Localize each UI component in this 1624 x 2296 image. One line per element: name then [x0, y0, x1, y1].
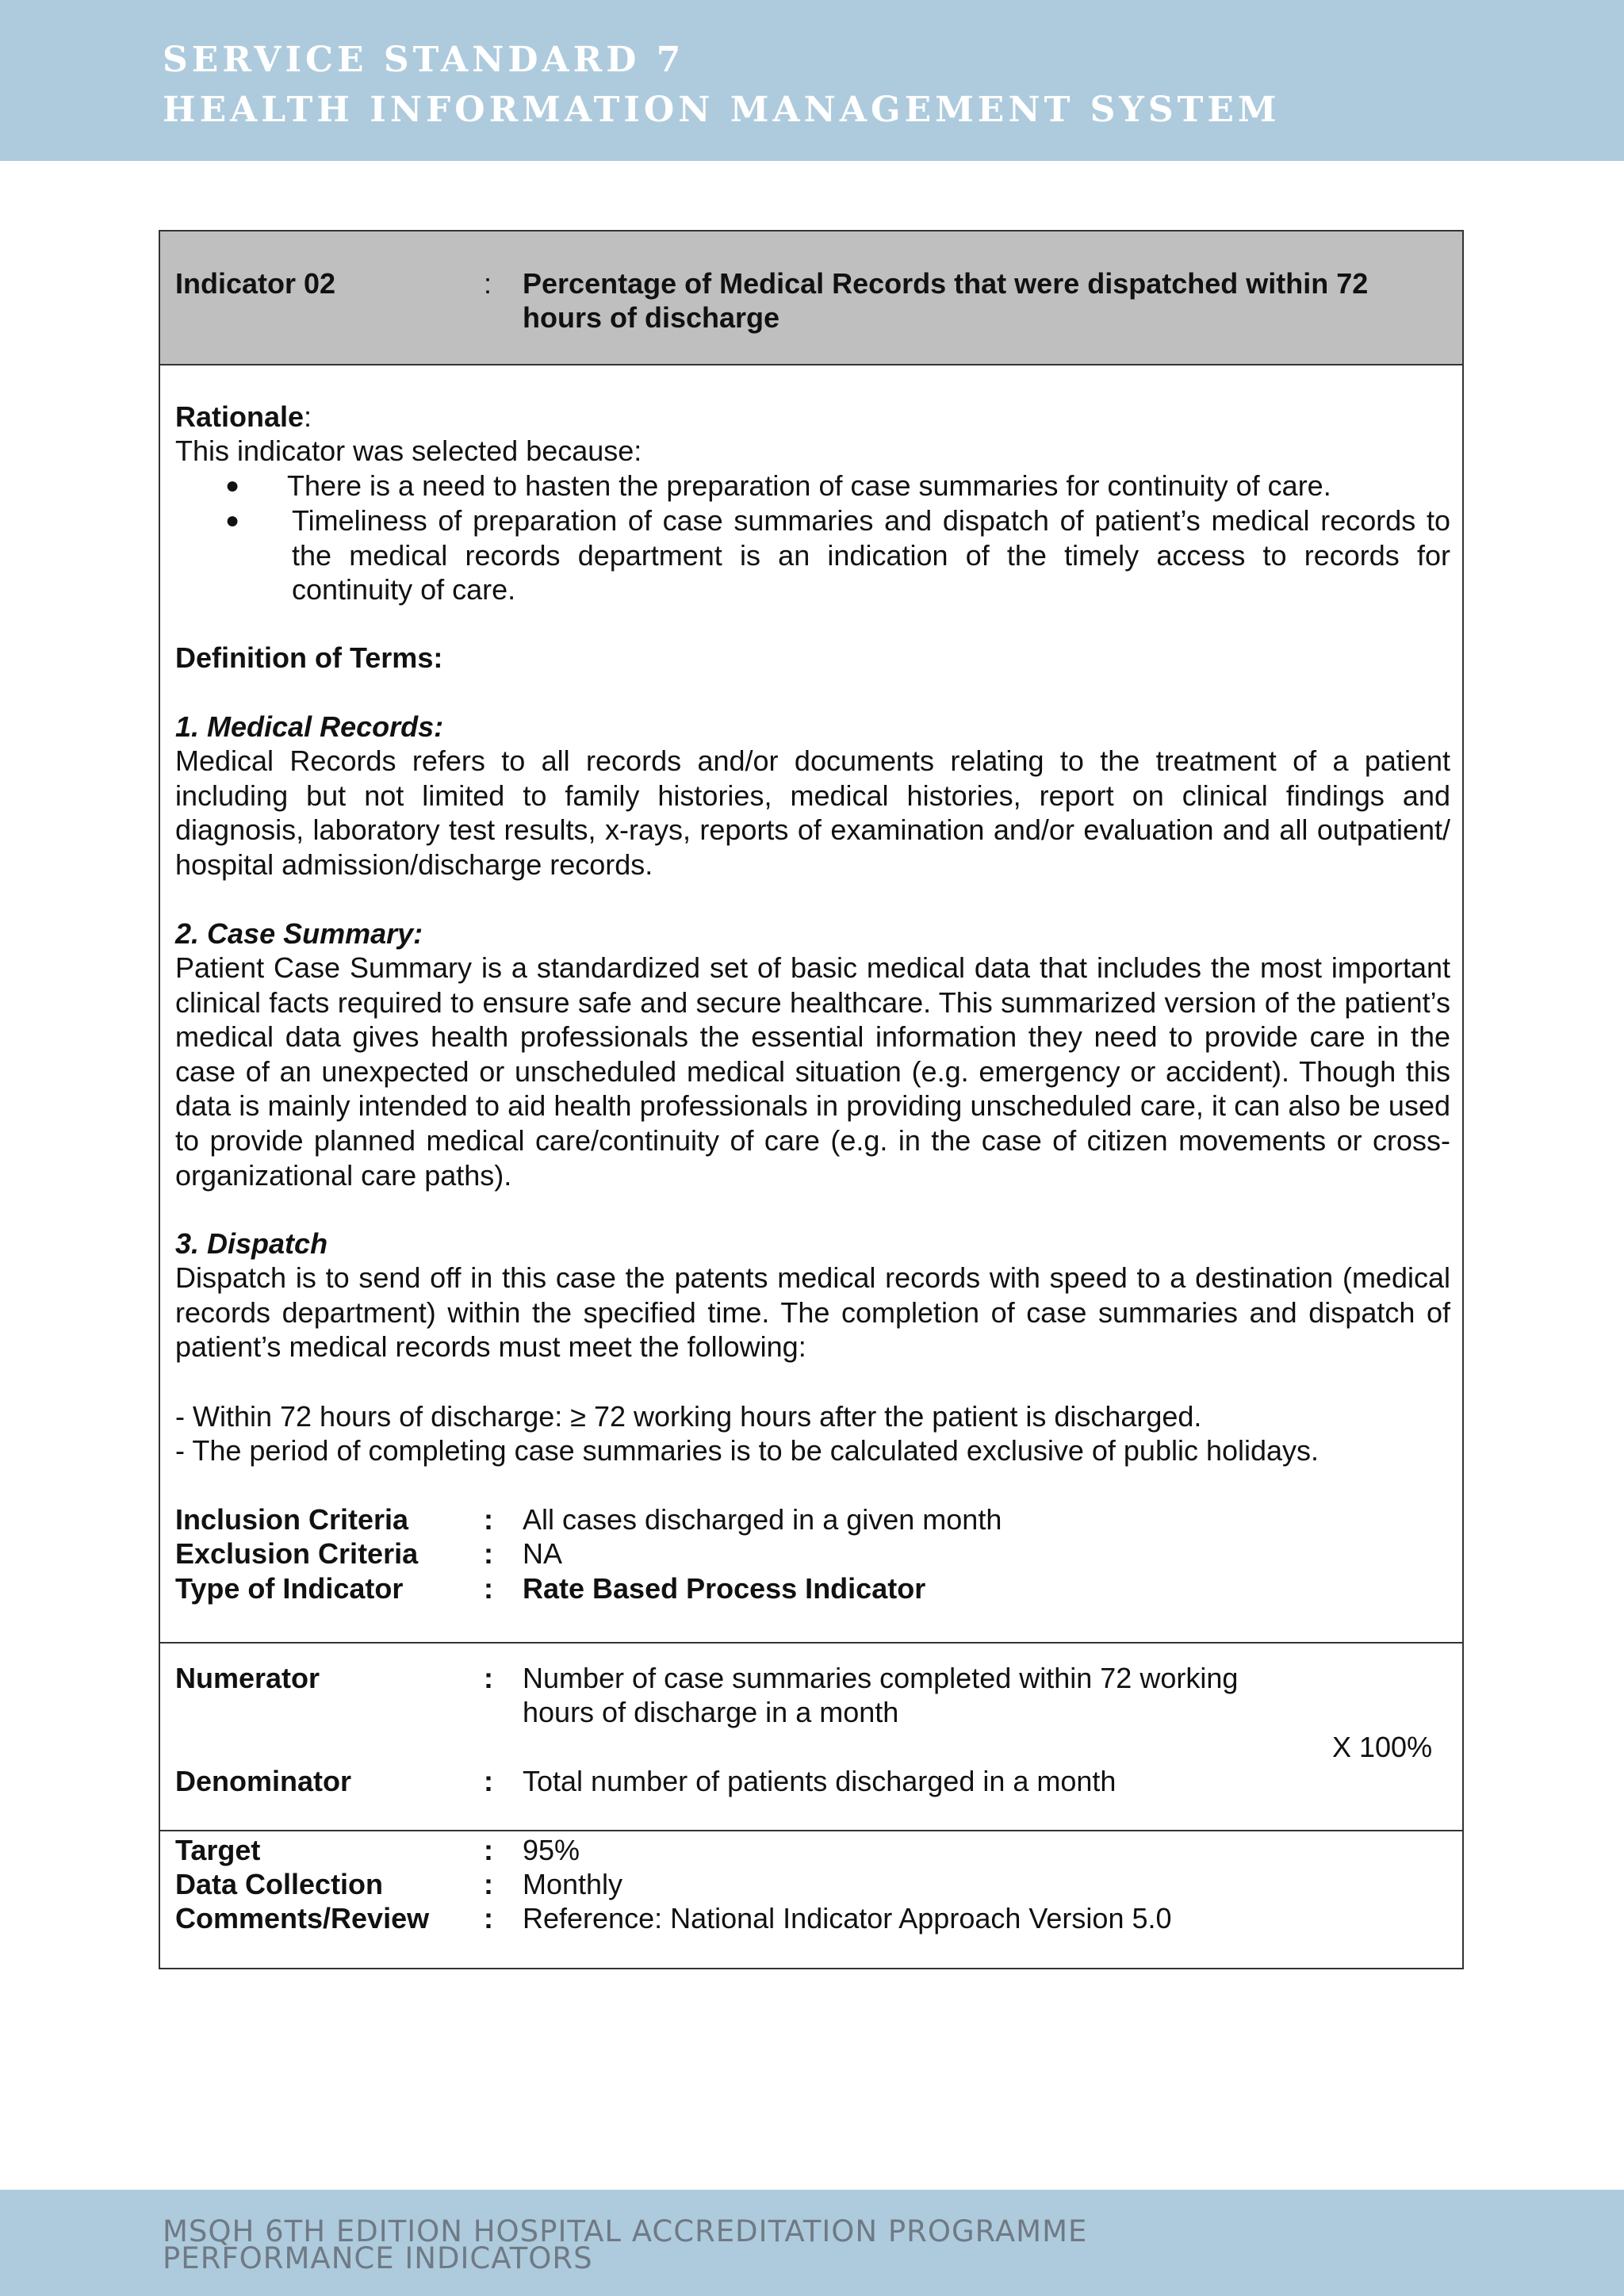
denominator-label: Denominator	[175, 1765, 352, 1797]
separator: :	[484, 1868, 493, 1900]
separator: :	[484, 1902, 493, 1934]
numerator-line-1: Number of case summaries completed within 72 working	[523, 1662, 1239, 1694]
target-value: 95%	[523, 1834, 580, 1866]
term-3-text: Dispatch is to send off in this case the patents medical records with speed to a destination (medical records department) within the specified time. The completion of case summaries and dispatch of patient’s medical records must meet the following:	[175, 1261, 1450, 1364]
header-band	[0, 0, 1624, 161]
rationale-heading: Rationale:	[175, 400, 312, 433]
indicator-label: Indicator 02	[175, 267, 336, 300]
numerator-label: Numerator	[175, 1662, 320, 1694]
term-1-title: 1. Medical Records:	[175, 710, 444, 743]
target-label: Target	[175, 1834, 261, 1866]
separator: :	[484, 1834, 493, 1866]
indicator-title-band	[160, 232, 1462, 365]
rationale-intro: This indicator was selected because:	[175, 434, 642, 467]
separator: :	[484, 1503, 493, 1536]
indicator-title: Percentage of Medical Records that were dispatched within 72 hours of discharge	[523, 267, 1369, 334]
inclusion-criteria-label: Inclusion Criteria	[175, 1503, 409, 1536]
bullet-icon: ●	[225, 507, 240, 534]
header-title-line-2: HEALTH INFORMATION MANAGEMENT SYSTEM	[163, 90, 1281, 130]
indicator-type-value: Rate Based Process Indicator	[523, 1572, 926, 1605]
data-collection-value: Monthly	[523, 1868, 623, 1900]
numerator-line-2: hours of discharge in a month	[523, 1696, 899, 1728]
indicator-table	[159, 230, 1464, 1969]
denominator-value: Total number of patients discharged in a month	[523, 1765, 1116, 1797]
dispatch-note-2: - The period of completing case summaries is to be calculated exclusive of public holidays.	[175, 1434, 1320, 1467]
comments-review-value: Reference: National Indicator Approach Version 5.0	[523, 1902, 1172, 1934]
footer-line-2: PERFORMANCE INDICATORS	[163, 2241, 593, 2275]
indicator-type-label: Type of Indicator	[175, 1572, 404, 1605]
separator: :	[484, 267, 492, 300]
rationale-bullet-1: There is a need to hasten the preparation of case summaries for continuity of care.	[287, 469, 1331, 502]
data-collection-label: Data Collection	[175, 1868, 384, 1900]
comments-review-label: Comments/Review	[175, 1902, 430, 1934]
footer-line-1: MSQH 6TH EDITION HOSPITAL ACCREDITATION PROGRAMME	[163, 2214, 1088, 2248]
exclusion-criteria-label: Exclusion Criteria	[175, 1537, 419, 1570]
term-2-text: Patient Case Summary is a standardized set of basic medical data that includes the most important clinical facts required to ensure safe and secure healthcare. This summarized version of the patient’s medical data gives health professionals the essential information they need to provide care in the case of an unexpected or unscheduled medical situation (e.g. emergency or accident). Though this data is mainly intended to aid health professionals in providing unscheduled care, it can also be used to provide planned medical care/continuity of care (e.g. in the case of citizen movements or cross-organizational care paths).	[175, 951, 1450, 1192]
section-divider	[160, 1830, 1462, 1831]
exclusion-criteria-value: NA	[523, 1537, 563, 1570]
inclusion-criteria-value: All cases discharged in a given month	[523, 1503, 1002, 1536]
bullet-icon: ●	[225, 473, 240, 499]
dispatch-note-1: - Within 72 hours of discharge: ≥ 72 working hours after the patient is discharged.	[175, 1400, 1202, 1433]
term-3-title: 3. Dispatch	[175, 1227, 328, 1260]
section-divider	[160, 1642, 1462, 1644]
definitions-heading: Definition of Terms:	[175, 641, 443, 674]
term-2-title: 2. Case Summary:	[175, 917, 423, 950]
rationale-bullet-2: Timeliness of preparation of case summaries and dispatch of patient’s medical records to the medical records department is an indication of the timely access to records for continuity of care.	[292, 504, 1450, 607]
separator: :	[484, 1662, 493, 1694]
term-1-text: Medical Records refers to all records and/or documents relating to the treatment of a patient including but not limited to family histories, medical histories, report on clinical findings and diagnosis, laboratory test results, x-rays, reports of examination and/or evaluation and all outpatient/ hospital admission/discharge records.	[175, 744, 1450, 881]
separator: :	[484, 1537, 493, 1570]
separator: :	[484, 1765, 493, 1797]
separator: :	[484, 1572, 493, 1605]
header-title-line-1: SERVICE STANDARD 7	[163, 40, 685, 80]
multiplier: X 100%	[1332, 1731, 1433, 1763]
